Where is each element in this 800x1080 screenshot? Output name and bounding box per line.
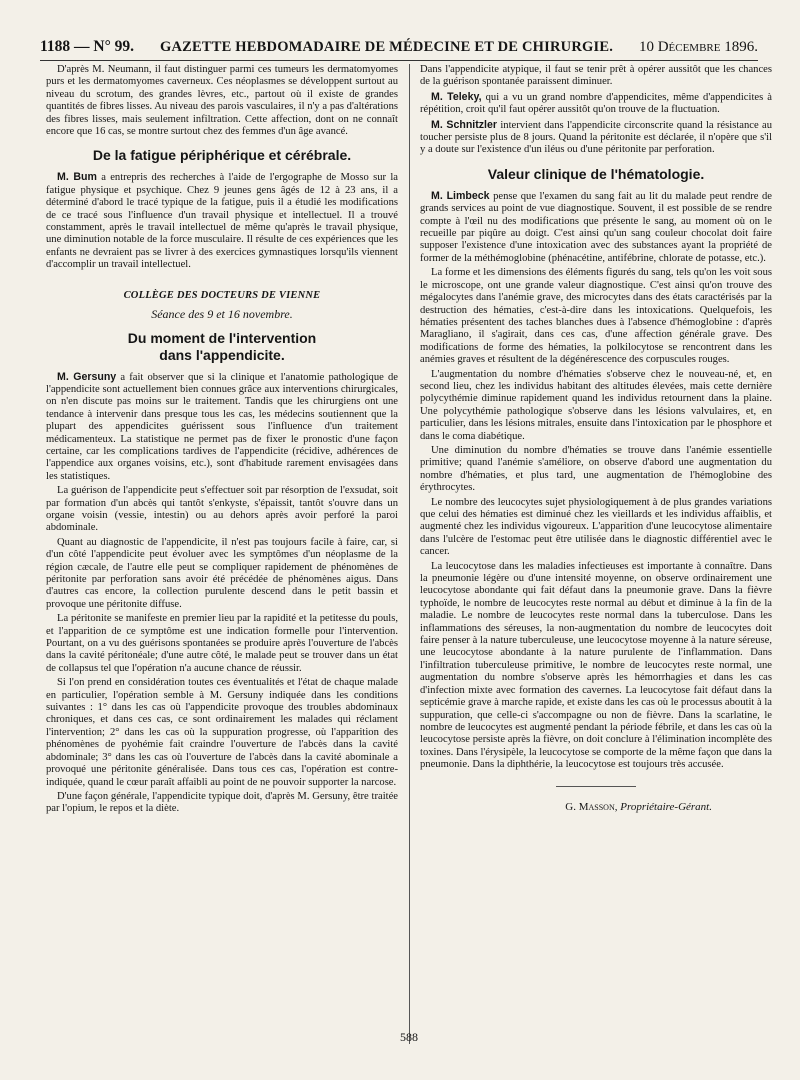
author-gersuny: M. Gersuny [57, 370, 117, 383]
schnitzler-paragraph: intervient dans l'appendicite circonscrite quand la résistance au toucher persiste plus de 8 jours. Quand la péritonite est déclarée, il n'opère que s'il y a doute sur l'existence d'un iléus ou d'une péritonite par perforation. [420, 119, 772, 156]
limbeck-paragraph: pense que l'examen du sang fait au lit du malade peut rendre de grands services au point de vue diagnostique. Souvent, il est possible de se rendre compte à l'œil nu des modifications que présente le sang, au moment où on le recueille par piqûre au doigt. C'est ainsi qu'un sang couleur chocolat doit faire supposer l'existence d'une intoxication avec des substances ayant la propriété de former de la méthémoglobine (phénacétine, antifébrine, chlorate de potasse, etc.). [420, 190, 772, 264]
section-title-line-1: Du moment de l'intervention [127, 329, 317, 346]
author-schnitzler: M. Schnitzler [431, 118, 498, 131]
society-heading: COLLÈGE DES DOCTEURS DE VIENNE [123, 289, 321, 301]
seance-dates: Séance des 9 et 16 novembre. [151, 307, 293, 322]
journal-title: GAZETTE HEBDOMADAIRE DE MÉDECINE ET DE CHIRURGIE. [159, 39, 614, 55]
atypique-paragraph: Dans l'appendicite atypique, il faut se tenir prêt à opérer aussitôt que les chances de la guérison spontanée paraissent diminuer. [420, 64, 772, 88]
section-title-hematologie: Valeur clinique de l'hématologie. [487, 165, 705, 182]
author-bum: M. Bum [57, 171, 97, 184]
page-issue-number: 1188 — N° 99. [40, 38, 135, 55]
gersuny-paragraph-4: La péritonite se manifeste en premier lieu par la rapidité et la petitesse du pouls, et l'apparition de ce symptôme est une indication formelle pour l'intervention. Pourtant, on a vu des guérisons spontanées se produire après l'ouverture de l'abcès dans la cavité péritonéale; d'une autre côté, le malade peut se trouver dans un état de collapsus tel que l'opération n'a aucune chance de réussir. [46, 613, 398, 674]
signature-name: G. Masson, [565, 800, 618, 813]
author-teleky: M. Teleky, [431, 90, 482, 103]
teleky-paragraph: qui a vu un grand nombre d'appendicites, même d'appendicites à répétition, croit qu'il faut opérer aussitôt qu'on trouve de la fluctuation. [420, 91, 773, 116]
gersuny-paragraph-1: a fait observer que si la clinique et l'anatomie pathologique de l'appendicite sont actuellement bien connues grâce aux interventions chirurgicales, on n'en discute pas moins sur le traitement. Tandis que les chirurgiens ont une tendance à intervenir dans presque tous les cas, les médecins soutiennent que la plupart des appendicites guérissent sous l'influence d'un traitement médicamenteux. La statistique ne permet pas de fixer le pronostic d'une façon certaine, car les complications tardives de l'appendicite (récidive, adhérences de l'appendice aux organes voisins, etc.), sont d'habitude rarement envisagées dans les statistiques. [46, 371, 398, 482]
running-header [40, 38, 758, 60]
signature-role: Propriétaire-Gérant. [617, 800, 712, 813]
end-rule [556, 786, 636, 787]
section-title-line-2: dans l'appendicite. [159, 346, 285, 363]
neumann-paragraph: D'après M. Neumann, il faut distinguer parmi ces tumeurs les dermatomyomes purs et les dermatomyomes caverneux. Ces néoplasmes se développent surtout au niveau du scrotum, des grandes lèvres, etc., partout où il existe de grandes quantités de fibres lisses. Au niveau des parois vasculaires, il n'y a pas d'altérations des fibres lisses, mais seulement infiltration. Cette affection, dont on ne connaît encore que 16 cas, se montre surtout chez des femmes d'un âge avancé. [46, 64, 398, 138]
right-column [420, 64, 772, 813]
gersuny-paragraph-2: La guérison de l'appendicite peut s'effectuer soit par résorption de l'exsudat, soit par formation d'un abcès qui tantôt s'enkyste, s'épaissit, tantôt s'ouvre dans un organe voisin (vessie, intestin) ou au dehors après avoir perforé la paroi abdominale. [46, 485, 398, 534]
hematologie-paragraph-2: La forme et les dimensions des éléments figurés du sang, tels qu'on les voit sous le microscope, ont une grande valeur diagnostique. C'est ainsi qu'on trouve des mégalocytes dans l'anémie grave, des microcytes dans des états caractérisés par la destruction des hématies, c'est-à-dire dans les intoxications. Quelquefois, les hématies présentent des taches blanches dues à l'absence d'hémoglobine : d'après Maragliano, il s'agirait, dans ces cas, d'une affection générale grave. Des modifications de forme des hématies, la polkilocytose se rencontrent dans les anémies graves et résultent de la dégénérescence des corpuscules rouges. [420, 267, 772, 366]
hematologie-paragraph-4: Une diminution du nombre d'hématies se trouve dans l'anémie essentielle primitive; quand l'anémie s'améliore, on observe d'abord une augmentation du nombre d'hématies, et plus tard, une augmentation de l'hémoglobine des érythrocytes. [420, 444, 772, 494]
signature [420, 801, 772, 813]
left-column [46, 64, 398, 818]
gersuny-paragraph-5: Si l'on prend en considération toutes ces éventualités et l'état de chaque malade en particulier, l'opération semble à M. Gersuny indiquée dans les conditions suivantes : 1° dans les cas où l'appendicite provoque des troubles abdominaux chroniques, et dans ces cas, ce sont ordinairement les malades qui réclament l'intervention; 2° dans les cas où la suppuration progresse, où l'apparition des phénomènes de pyohémie fait craindre l'ouverture de l'abcès dans la cavité abdominale; 3° dans les cas où l'ouverture de l'abcès dans la cavité abominale a provoqué une péritonite généralisée. Dans tous ces cas, l'opération est contre-indiquée, quand le cœur paraît affaibli au point de ne pouvoir supporter la narcose. [46, 677, 398, 788]
gersuny-paragraph-6: D'une façon générale, l'appendicite typique doit, d'après M. Gersuny, être traitée par l'opium, le repos et la diète. [46, 790, 398, 815]
author-limbeck: M. Limbeck [431, 189, 490, 202]
hematologie-paragraph-3: L'augmentation du nombre d'hématies s'observe chez le nouveau-né, et, en second lieu, chez les individus habitant des altitudes élevées, mais cette dernière polycythémie diminue rapidement quand les individus retournent dans la plaine. Une polycythémie pathologique s'observe dans les lésions valvulaires, et, en particulier, dans les lésions mitrales, ensuite dans l'intoxication par le phosphore et dans le coma diabétique. [420, 368, 772, 442]
section-title-fatigue: De la fatigue périphérique et cérébrale. [92, 147, 352, 164]
gersuny-paragraph-3: Quant au diagnostic de l'appendicite, il n'est pas toujours facile à faire, car, si d'un côté l'appendicite peut évoluer avec les symptômes d'un néoplasme de la région cæcale, de l'autre elle peut se compliquer rapidement de phénomènes de péritonite par perforation sans avoir été précédée de phénomènes aigus. Dans d'autres cas encore, la collection purulente descend dans le petit bassin et provoque une péritonite diffuse. [46, 536, 398, 610]
bum-paragraph: a entrepris des recherches à l'aide de l'ergographe de Mosso sur la fatigue physique et psychique. Chez 9 jeunes gens âgés de 12 à 23 ans, il a déterminé d'abord le tracé typique de la fatigue, puis il a étudié les modifications de ce tracé sous l'influence d'un travail physique et intellectuel. Il a trouvé constamment, après le travail intellectuel de même qu'après le travail physique, une diminution notable de la force musculaire. Il résulte de ces expériences que les enfants ne devraient pas se livrer à des exercices gymnastiques lorsqu'ils viennent d'accomplir un travail intellectuel. [46, 172, 398, 271]
header-rule [40, 60, 758, 61]
column-divider [409, 64, 410, 1044]
hematologie-paragraph-5: Le nombre des leucocytes sujet physiologiquement à de plus grandes variations que celui des hématies est diminué chez les vieillards et les individus affaiblis, et augmenté chez les individus vigoureux. L'apparition d'une leucocytose alimentaire dans l'ulcère de l'estomac peut être utilisée dans le diagnostic différentiel avec le cancer. [420, 496, 772, 558]
page-number: 588 [400, 1030, 418, 1044]
hematologie-paragraph-6: La leucocytose dans les maladies infectieuses est importante à connaître. Dans la pneumonie légère ou d'une intensité moyenne, on observe ordinairement une leucocytose abondante qui fait défaut dans la pneumonie grave. Dans la fièvre typhoïde, le nombre de leucocytes reste normal au début et diminue à la fin de la maladie. Le nombre de leucocytes reste normal dans la tuberculose. Dans les inflammations des séreuses, la non-augmentation du nombre de leucocytes doit faire penser à la nature tuberculeuse, une leucocytose moyenne à la nature séreuse, une leucocytose abondante à la nature purulente de l'inflammation. Dans l'infiltration tuberculeuse primitive, le nombre de leucocytes reste normal, une augmentation du nombre s'observe après les hémorrhagies et dans les cas d'infection mixte avec formation des cavernes. La leucocytose fait défaut dans la septicémie grave à marche rapide, et existe dans les cas où le processus aboutit à la suppuration, que celle-ci s'accompagne ou non de fièvre. Dans la scarlatine, le nombre de leucocytes est augmenté pendant la période fébrile, et dans les cas où la leucocytose persiste après la fièvre, on doit conclure à l'élimination incomplète des toxines. Dans l'érysipèle, la leucocytose se comporte de la même façon que dans la pneumonie. Dans la diphthérie, la leucocytose est toujours très accusée. [420, 560, 772, 771]
section-title-appendicite [46, 330, 398, 364]
issue-date: 10 Décembre 1896. [638, 39, 758, 55]
